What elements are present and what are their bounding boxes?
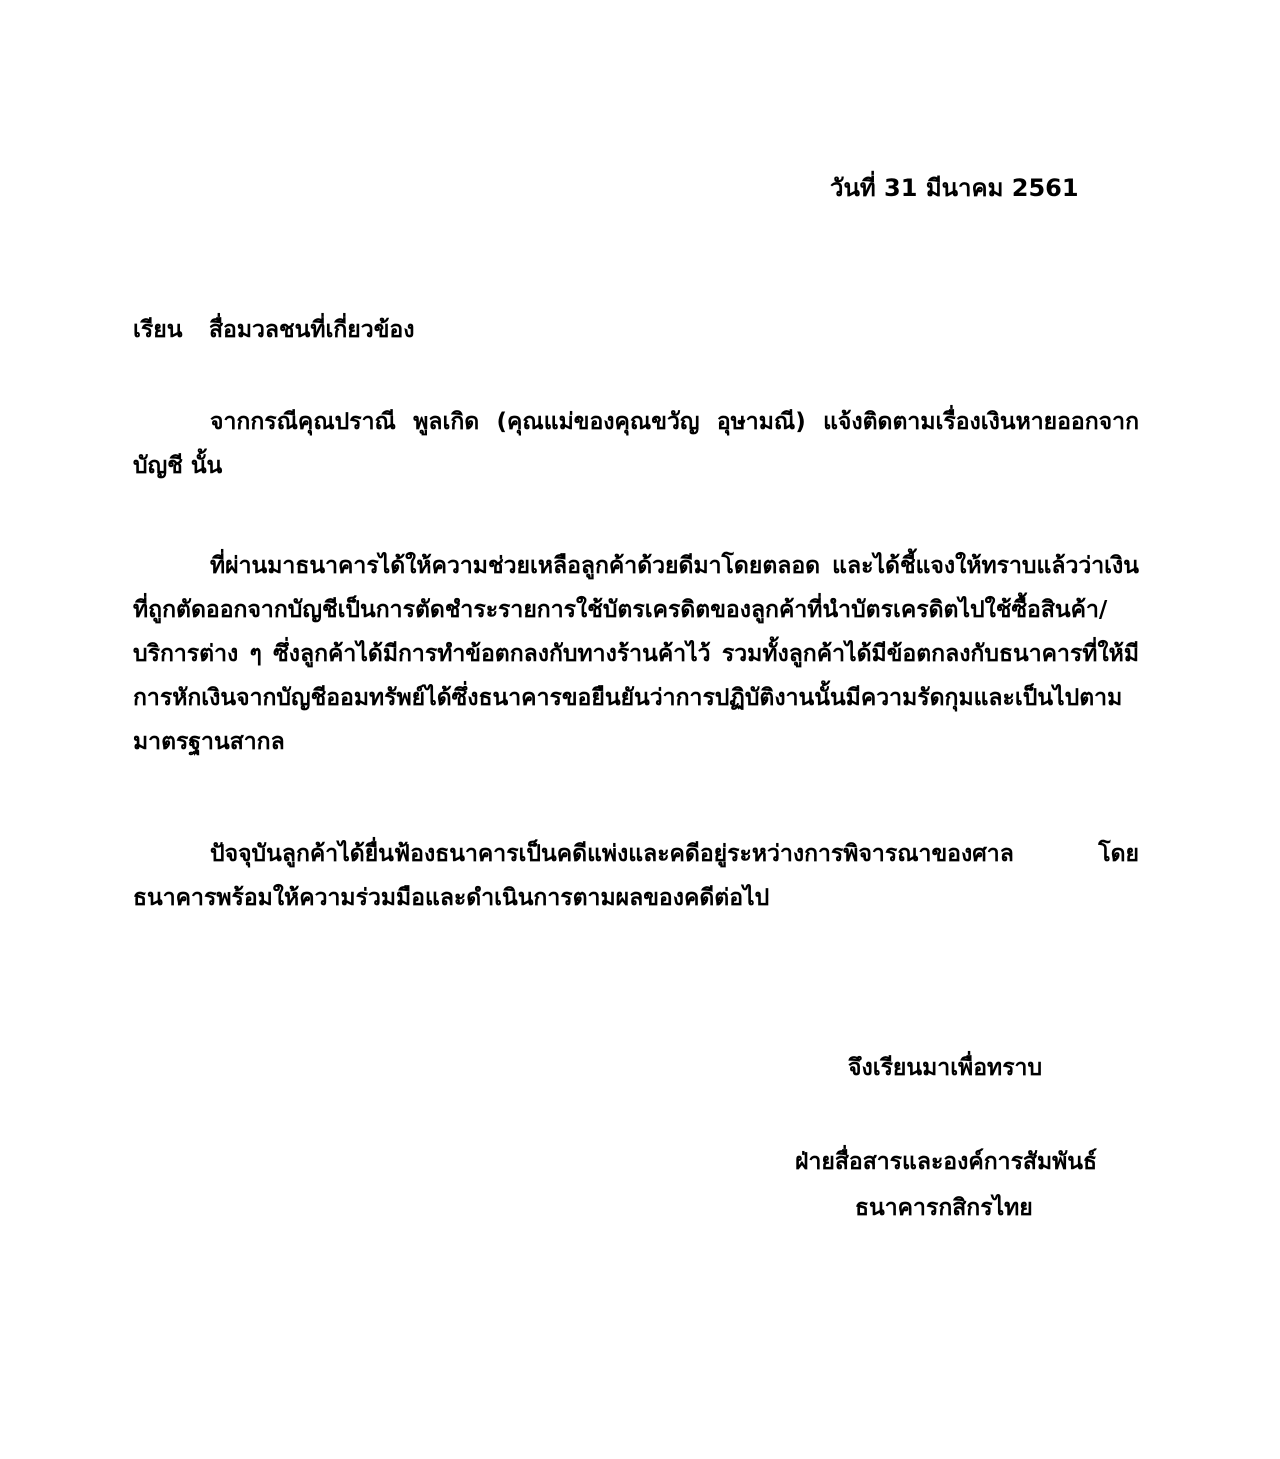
salutation — [133, 310, 414, 350]
salutation-label: เรียน — [133, 317, 183, 343]
closing-phrase: จึงเรียนมาเพื่อทราบ — [848, 1055, 1043, 1081]
signature-department: ฝ่ายสื่อสารและองค์การสัมพันธ์ — [795, 1149, 1098, 1175]
paragraph-2: ที่ผ่านมาธนาคารได้ให้ความช่วยเหลือลูกค้าด้วยดีมาโดยตลอด และได้ชี้แจงให้ทราบแล้วว่าเงินที่ถูกตัดออกจากบัญชีเป็นการตัดชำระรายการใช้บัตรเครดิตของลูกค้าที่นำบัตรเครดิตไปใช้ซื้อสินค้า/บริการต่าง ๆ ซึ่งลูกค้าได้มีการทำข้อตกลงกับทางร้านค้าไว้ รวมทั้งลูกค้าได้มีข้อตกลงกับธนาคารที่ให้มีการหักเงินจากบัญชีออมทรัพย์ได้ซึ่งธนาคารขอยืนยันว่าการปฏิบัติงานนั้นมีความรัดกุมและเป็นไปตามมาตรฐานสากล — [133, 553, 1139, 755]
letter-date: วันที่ 31 มีนาคม 2561 — [830, 174, 1079, 202]
signature-bank: ธนาคารกสิกรไทย — [855, 1195, 1033, 1221]
salutation-recipient: สื่อมวลชนที่เกี่ยวข้อง — [209, 317, 415, 343]
paragraph-1: จากกรณีคุณปราณี พูลเกิด (คุณแม่ของคุณขวัญ อุษามณี) แจ้งติดตามเรื่องเงินหายออกจากบัญชี นั้น — [133, 409, 1139, 479]
paragraph-3: ปัจจุบันลูกค้าได้ยื่นฟ้องธนาคารเป็นคดีแพ่งและคดีอยู่ระหว่างการพิจารณาของศาล โดยธนาคารพร้อมให้ความร่วมมือและดำเนินการตามผลของคดีต่อไป — [133, 841, 1139, 911]
